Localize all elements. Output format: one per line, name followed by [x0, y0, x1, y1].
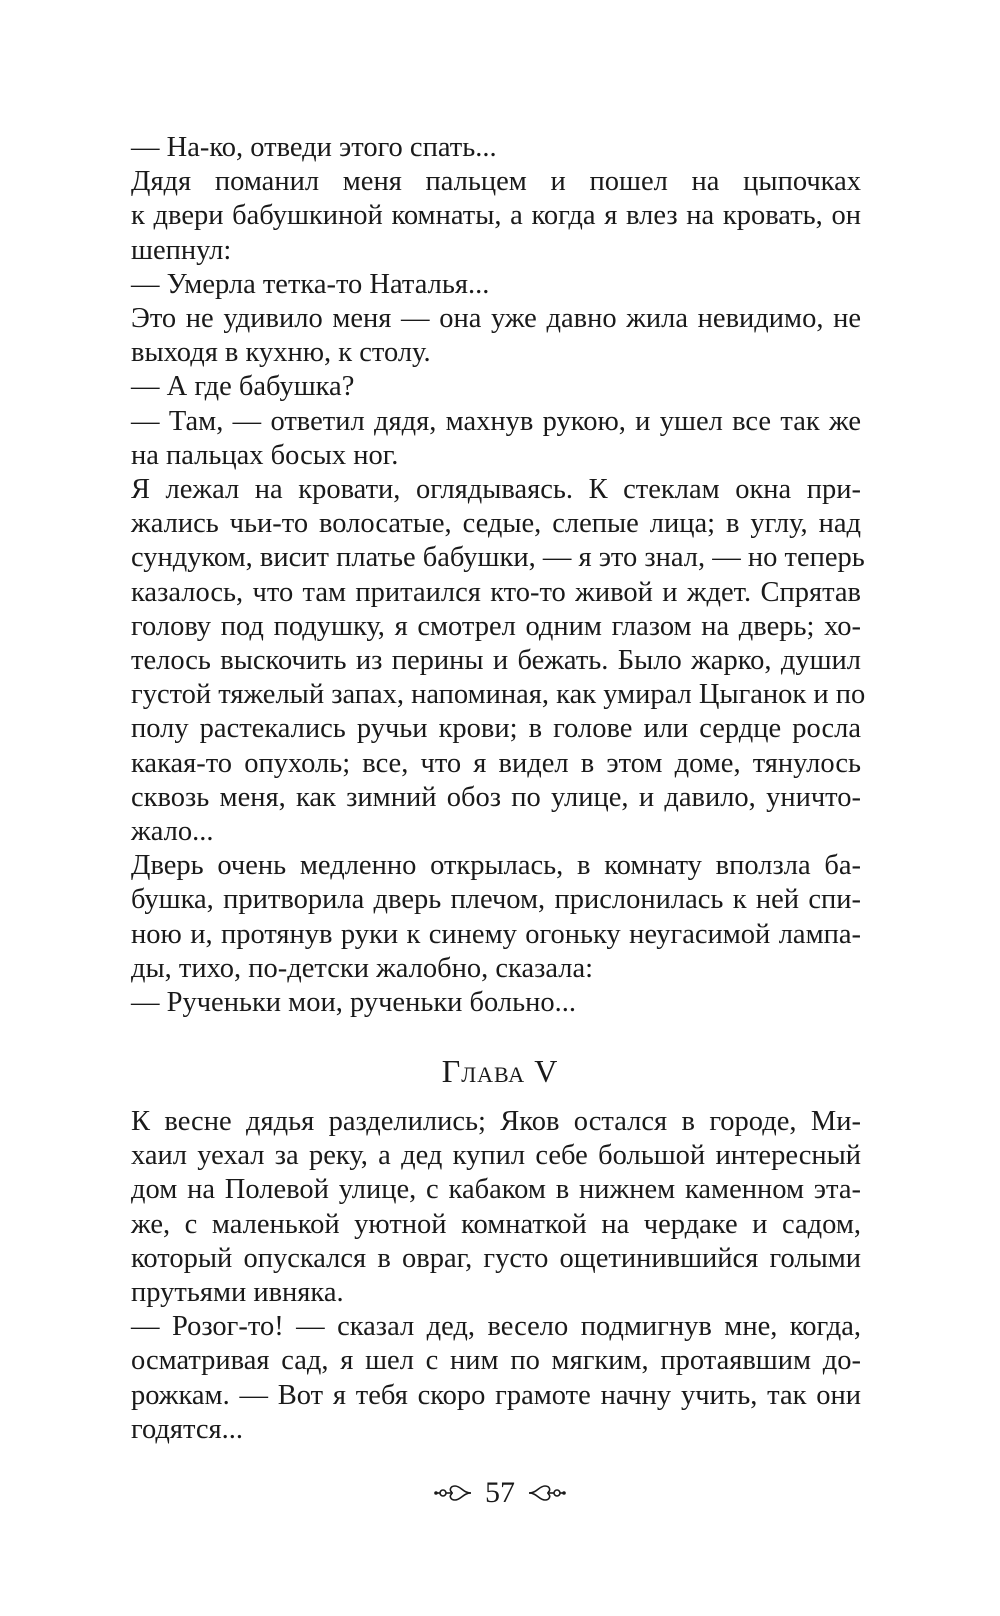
text-line: — Розог-то! — сказал дед, весело подмигнув мне, когда, [131, 1311, 861, 1343]
text-line: ною и, протянув руки к синему огоньку неугасимой лампа- [131, 918, 861, 950]
text-line: хаил уехал за реку, а дед купил себе большой интересный [131, 1140, 861, 1172]
text-line: жало... [131, 816, 214, 848]
text-line: шепнул: [131, 234, 232, 266]
text-line: сквозь меня, как зимний обоз по улице, и давило, уничто- [131, 781, 861, 813]
text-line: рожкам. — Вот я тебя скоро грамоте начну учить, так они [131, 1379, 861, 1411]
text-block-before-chapter [131, 131, 866, 1020]
text-line: казалось, что там притаился кто-то живой и ждет. Спрятав [131, 576, 861, 608]
text-line: жались чьи-то волосатые, седые, слепые лица; в углу, над [131, 508, 861, 540]
text-line: — А где бабушка? [131, 371, 355, 403]
text-line: прутьями ивняка. [131, 1277, 344, 1309]
text-line: — На-ко, отведи этого спать... [131, 132, 497, 163]
text-line: к двери бабушкиной комнаты, а когда я влез на кровать, он [131, 200, 861, 232]
text-line: — Там, — ответил дядя, махнув рукою, и ушел все так же [131, 405, 861, 437]
text-line: годятся... [131, 1413, 243, 1445]
text-line: — Умерла тетка-то Наталья... [131, 268, 490, 300]
text-line: бушка, притворила дверь плечом, прислонилась к ней спи- [131, 884, 861, 916]
text-line: который опускался в овраг, густо ощетинившийся голыми [131, 1242, 861, 1274]
text-line: голову под подушку, я смотрел одним глазом на дверь; хо- [131, 610, 861, 642]
text-line: дом на Полевой улице, с кабаком в нижнем каменном эта- [131, 1174, 861, 1206]
ornament-right-icon [527, 1481, 567, 1505]
text-line: телось выскочить из перины и бежать. Было жарко, душил [131, 645, 861, 677]
text-line: на пальцах босых ног. [131, 439, 399, 471]
text-line: Это не удивило меня — она уже давно жила невидимо, не [131, 303, 861, 335]
page-number: 57 [485, 1476, 515, 1509]
ornament-left-icon [433, 1481, 473, 1505]
text-line: Дверь очень медленно открылась, в комнату вползла ба- [131, 850, 861, 882]
text-line: же, с маленькой уютной комнаткой на чердаке и садом, [131, 1208, 861, 1240]
text-line: К весне дядья разделились; Яков остался в городе, Ми- [131, 1106, 861, 1137]
text-line: ды, тихо, по-детски жалобно, сказала: [131, 952, 594, 984]
text-line: густой тяжелый запах, напоминая, как умирал Цыганок и по [131, 679, 866, 711]
text-line: какая-то опухоль; все, что я видел в этом доме, тянулось [131, 747, 861, 779]
text-line: осматривая сад, я шел с ним по мягким, протаявшим до- [131, 1345, 861, 1377]
text-line: выходя в кухню, к столу. [131, 337, 431, 369]
page-footer [0, 1476, 1000, 1510]
text-line: Я лежал на кровати, оглядываясь. К стеклам окна при- [131, 474, 861, 506]
text-block-chapter-start [131, 1105, 861, 1447]
text-line: сундуком, висит платье бабушки, — я это знал, — но теперь [131, 542, 865, 574]
chapter-title: Глава V [441, 1053, 559, 1089]
text-line: полу растекались ручьи крови; в голове или сердце росла [131, 713, 861, 745]
text-line: — Рученьки мои, рученьки больно... [131, 987, 577, 1019]
text-line: Дядя поманил меня пальцем и пошел на цыпочках [131, 166, 861, 198]
